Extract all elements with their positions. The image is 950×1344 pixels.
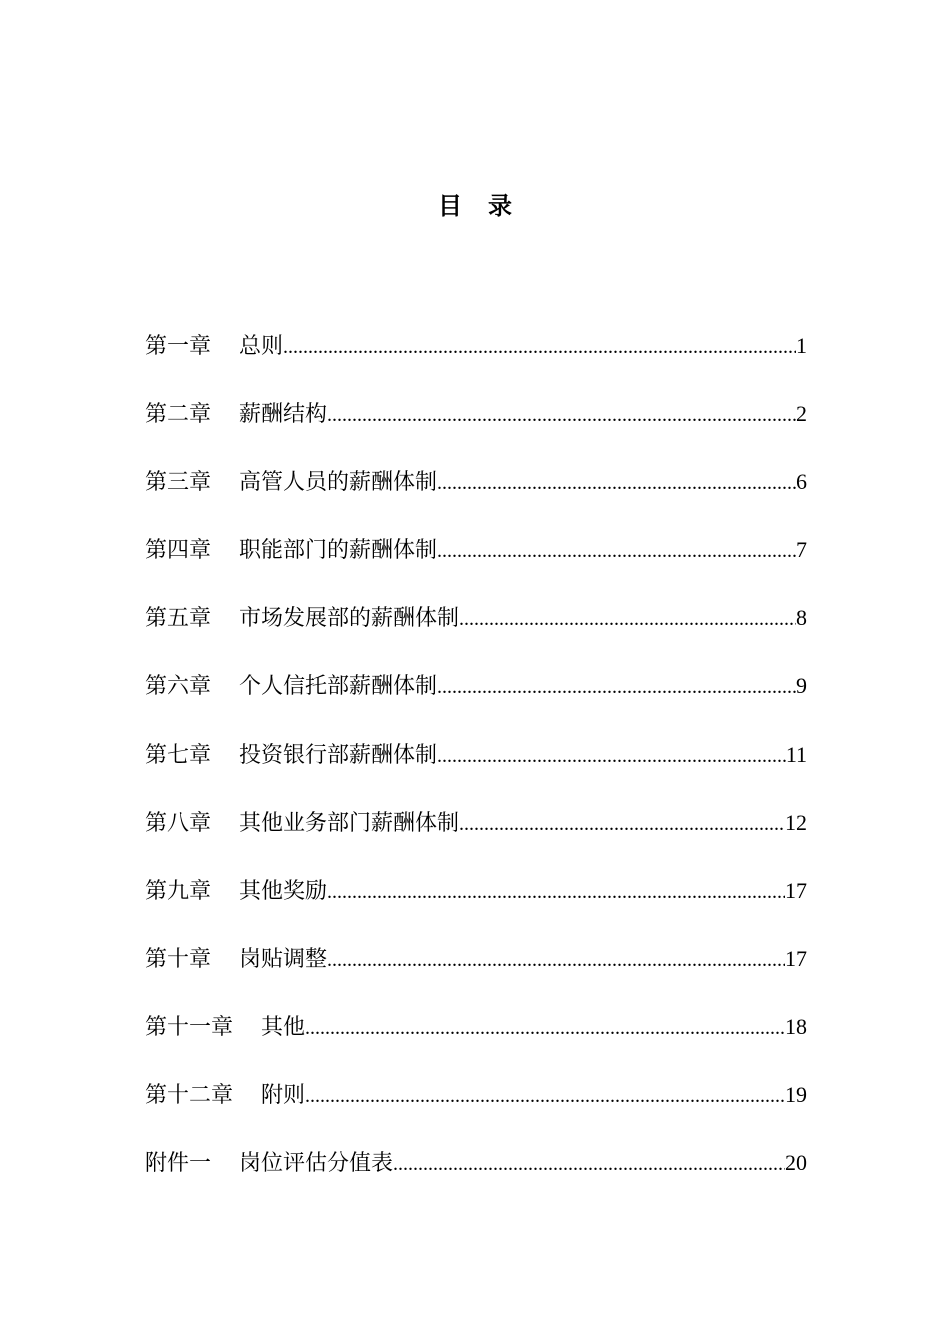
toc-page-number: 20 [785, 1150, 807, 1176]
toc-dot-leader [459, 599, 796, 639]
toc-heading: 市场发展部的薪酬体制 [239, 606, 460, 632]
toc-page-number: 1 [796, 333, 807, 358]
toc-heading: 其他 [261, 1014, 306, 1040]
toc-chapter-number: 第十二章 [145, 1083, 234, 1109]
toc-heading: 投资银行部薪酬体制 [239, 742, 438, 768]
toc-chapter-number: 附件一 [145, 1151, 212, 1177]
toc-chapter-number: 第十一章 [145, 1014, 234, 1040]
toc-title [0, 186, 950, 221]
toc-heading: 岗位评估分值表 [239, 1151, 394, 1177]
toc-entry[interactable] [145, 1007, 807, 1075]
toc-page-number: 11 [785, 741, 807, 767]
toc-page-number: 19 [785, 1082, 807, 1108]
toc-dot-leader [327, 395, 796, 435]
toc-chapter-number: 第九章 [145, 878, 212, 904]
toc-chapter-number: 第六章 [145, 674, 212, 700]
toc-dot-leader [305, 1008, 785, 1048]
toc-chapter-number: 第三章 [145, 470, 212, 496]
toc-entry[interactable] [145, 735, 807, 803]
toc-chapter-number: 第二章 [145, 402, 212, 428]
toc-entry[interactable] [145, 598, 807, 666]
toc-heading: 薪酬结构 [239, 402, 328, 428]
toc-chapter-number: 第一章 [145, 334, 212, 359]
toc-dot-leader [459, 804, 785, 844]
toc-dot-leader [305, 1076, 785, 1116]
toc-entry[interactable] [145, 394, 807, 462]
toc-page-number: 6 [796, 469, 807, 495]
toc-page-number: 7 [796, 537, 807, 563]
toc-chapter-number: 第四章 [145, 538, 212, 564]
toc-chapter-number: 第五章 [145, 606, 212, 632]
toc-dot-leader [327, 940, 785, 980]
toc-dot-leader [437, 531, 796, 571]
toc-page-number: 17 [785, 877, 807, 903]
toc-heading: 总则 [239, 334, 284, 359]
toc-entry[interactable] [145, 666, 807, 734]
toc-entry[interactable] [145, 1075, 807, 1143]
toc-dot-leader [327, 872, 785, 912]
table-of-contents [145, 326, 807, 1211]
toc-chapter-number: 第十章 [145, 946, 212, 972]
toc-page-number: 8 [796, 605, 807, 631]
toc-heading: 职能部门的薪酬体制 [239, 538, 438, 564]
toc-dot-leader [437, 463, 796, 503]
toc-entry[interactable] [145, 939, 807, 1007]
toc-heading: 高管人员的薪酬体制 [239, 470, 438, 496]
toc-page-number: 18 [785, 1013, 807, 1039]
toc-dot-leader [437, 667, 796, 707]
toc-entry[interactable] [145, 326, 807, 394]
toc-chapter-number: 第七章 [145, 742, 212, 768]
toc-dot-leader [437, 736, 786, 776]
toc-heading: 附则 [261, 1083, 306, 1109]
toc-entry[interactable] [145, 462, 807, 530]
toc-title-char: 目 [438, 191, 462, 220]
toc-page-number: 17 [785, 945, 807, 971]
toc-page-number: 9 [796, 673, 807, 699]
toc-heading: 岗贴调整 [239, 946, 328, 972]
toc-entry[interactable] [145, 530, 807, 598]
toc-heading: 其他奖励 [239, 878, 328, 904]
toc-entry[interactable] [145, 803, 807, 871]
toc-title-char: 录 [488, 191, 512, 220]
toc-chapter-number: 第八章 [145, 810, 212, 836]
toc-heading: 其他业务部门薪酬体制 [239, 810, 460, 836]
toc-page-number: 12 [785, 809, 807, 835]
toc-heading: 个人信托部薪酬体制 [239, 674, 438, 700]
toc-entry[interactable] [145, 1143, 807, 1211]
toc-dot-leader [283, 327, 796, 367]
toc-page-number: 2 [796, 401, 807, 427]
toc-dot-leader [393, 1144, 785, 1184]
toc-entry[interactable] [145, 871, 807, 939]
